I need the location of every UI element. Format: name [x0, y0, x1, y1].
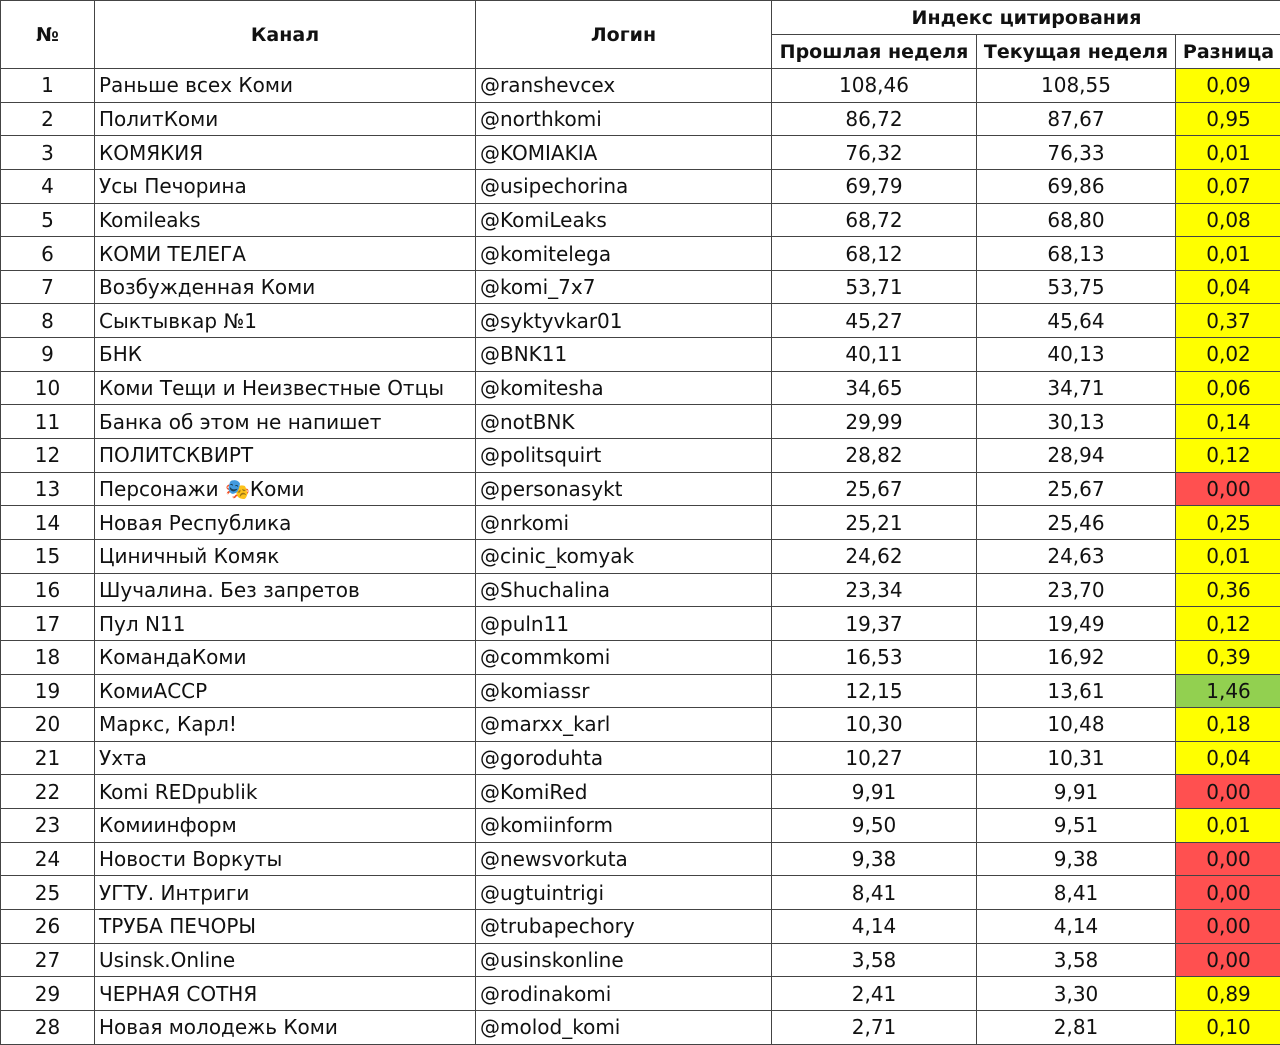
cur-week-value: 68,13 — [977, 237, 1176, 271]
row-number: 27 — [1, 943, 95, 977]
row-number: 29 — [1, 977, 95, 1011]
channel-login: @komitelega — [476, 237, 772, 271]
prev-week-value: 2,71 — [772, 1010, 977, 1044]
table-row — [1, 203, 1280, 237]
channel-name: Usinsk.Online — [95, 943, 476, 977]
prev-week-value: 12,15 — [772, 674, 977, 708]
diff-value: 0,25 — [1176, 506, 1280, 540]
channel-name: КОМИ ТЕЛЕГА — [95, 237, 476, 271]
cur-week-value: 9,51 — [977, 809, 1176, 843]
prev-week-value: 45,27 — [772, 304, 977, 338]
cur-week-value: 19,49 — [977, 607, 1176, 641]
row-number: 19 — [1, 674, 95, 708]
channel-login: @molod_komi — [476, 1010, 772, 1044]
channel-login: @nrkomi — [476, 506, 772, 540]
channel-login: @KomiRed — [476, 775, 772, 809]
diff-value: 0,95 — [1176, 102, 1280, 136]
cur-week-value: 2,81 — [977, 1010, 1176, 1044]
table-row — [1, 607, 1280, 641]
row-number: 18 — [1, 640, 95, 674]
channel-login: @rodinakomi — [476, 977, 772, 1011]
channel-login: @personasykt — [476, 472, 772, 506]
channel-name: Усы Печорина — [95, 169, 476, 203]
cur-week-value: 13,61 — [977, 674, 1176, 708]
cur-week-value: 30,13 — [977, 405, 1176, 439]
header-diff: Разница — [1176, 35, 1280, 69]
channel-login: @usinskonline — [476, 943, 772, 977]
channel-login: @komiinform — [476, 809, 772, 843]
row-number: 10 — [1, 371, 95, 405]
table-row — [1, 304, 1280, 338]
header-index-group: Индекс цитирования — [772, 1, 1280, 35]
prev-week-value: 68,72 — [772, 203, 977, 237]
diff-value: 0,10 — [1176, 1010, 1280, 1044]
row-number: 11 — [1, 405, 95, 439]
cur-week-value: 9,91 — [977, 775, 1176, 809]
channel-name: Ухта — [95, 741, 476, 775]
cur-week-value: 10,48 — [977, 708, 1176, 742]
channel-login: @komi_7x7 — [476, 270, 772, 304]
table-row — [1, 371, 1280, 405]
channel-login: @newsvorkuta — [476, 842, 772, 876]
table-row — [1, 708, 1280, 742]
table-row — [1, 674, 1280, 708]
prev-week-value: 69,79 — [772, 169, 977, 203]
row-number: 20 — [1, 708, 95, 742]
diff-value: 1,46 — [1176, 674, 1280, 708]
prev-week-value: 9,91 — [772, 775, 977, 809]
cur-week-value: 45,64 — [977, 304, 1176, 338]
prev-week-value: 4,14 — [772, 910, 977, 944]
diff-value: 0,37 — [1176, 304, 1280, 338]
diff-value: 0,01 — [1176, 237, 1280, 271]
table-body — [1, 69, 1280, 1045]
channel-login: @politsquirt — [476, 439, 772, 473]
channel-login: @ranshevcex — [476, 69, 772, 103]
header-channel: Канал — [95, 1, 476, 69]
channel-login: @BNK11 — [476, 338, 772, 372]
channel-name: Маркс, Карл! — [95, 708, 476, 742]
channel-name: Комиинформ — [95, 809, 476, 843]
cur-week-value: 87,67 — [977, 102, 1176, 136]
channel-login: @KomiLeaks — [476, 203, 772, 237]
prev-week-value: 34,65 — [772, 371, 977, 405]
cur-week-value: 24,63 — [977, 539, 1176, 573]
prev-week-value: 24,62 — [772, 539, 977, 573]
table-row — [1, 472, 1280, 506]
cur-week-value: 3,58 — [977, 943, 1176, 977]
prev-week-value: 53,71 — [772, 270, 977, 304]
table-row — [1, 237, 1280, 271]
cur-week-value: 3,30 — [977, 977, 1176, 1011]
row-number: 7 — [1, 270, 95, 304]
row-number: 16 — [1, 573, 95, 607]
cur-week-value: 25,46 — [977, 506, 1176, 540]
diff-value: 0,14 — [1176, 405, 1280, 439]
row-number: 23 — [1, 809, 95, 843]
cur-week-value: 25,67 — [977, 472, 1176, 506]
diff-value: 0,01 — [1176, 136, 1280, 170]
channel-name: Новая Республика — [95, 506, 476, 540]
prev-week-value: 25,67 — [772, 472, 977, 506]
cur-week-value: 68,80 — [977, 203, 1176, 237]
table-row — [1, 439, 1280, 473]
channel-name: ЧЕРНАЯ СОТНЯ — [95, 977, 476, 1011]
prev-week-value: 23,34 — [772, 573, 977, 607]
channel-login: @marxx_karl — [476, 708, 772, 742]
prev-week-value: 68,12 — [772, 237, 977, 271]
prev-week-value: 108,46 — [772, 69, 977, 103]
channel-login: @cinic_komyak — [476, 539, 772, 573]
channel-name: Возбужденная Коми — [95, 270, 476, 304]
channel-login: @Shuchalina — [476, 573, 772, 607]
diff-value: 0,01 — [1176, 809, 1280, 843]
cur-week-value: 16,92 — [977, 640, 1176, 674]
prev-week-value: 3,58 — [772, 943, 977, 977]
cur-week-value: 8,41 — [977, 876, 1176, 910]
table-row — [1, 1010, 1280, 1044]
diff-value: 0,89 — [1176, 977, 1280, 1011]
diff-value: 0,04 — [1176, 270, 1280, 304]
row-number: 9 — [1, 338, 95, 372]
channel-login: @komitesha — [476, 371, 772, 405]
channel-name: Новая молодежь Коми — [95, 1010, 476, 1044]
row-number: 4 — [1, 169, 95, 203]
table-row — [1, 573, 1280, 607]
prev-week-value: 16,53 — [772, 640, 977, 674]
channel-name: Персонажи 🎭Коми — [95, 472, 476, 506]
header-prev-week: Прошлая неделя — [772, 35, 977, 69]
table-row — [1, 69, 1280, 103]
channel-name: Коми Тещи и Неизвестные Отцы — [95, 371, 476, 405]
cur-week-value: 9,38 — [977, 842, 1176, 876]
channel-name: УГТУ. Интриги — [95, 876, 476, 910]
cur-week-value: 4,14 — [977, 910, 1176, 944]
row-number: 22 — [1, 775, 95, 809]
cur-week-value: 53,75 — [977, 270, 1176, 304]
diff-value: 0,04 — [1176, 741, 1280, 775]
channel-login: @northkomi — [476, 102, 772, 136]
table-row — [1, 842, 1280, 876]
row-number: 6 — [1, 237, 95, 271]
prev-week-value: 19,37 — [772, 607, 977, 641]
row-number: 12 — [1, 439, 95, 473]
table-row — [1, 506, 1280, 540]
channel-name: Новости Воркуты — [95, 842, 476, 876]
channel-login: @usipechorina — [476, 169, 772, 203]
prev-week-value: 29,99 — [772, 405, 977, 439]
table-row — [1, 102, 1280, 136]
cur-week-value: 23,70 — [977, 573, 1176, 607]
prev-week-value: 9,38 — [772, 842, 977, 876]
prev-week-value: 2,41 — [772, 977, 977, 1011]
cur-week-value: 28,94 — [977, 439, 1176, 473]
table-row — [1, 640, 1280, 674]
diff-value: 0,39 — [1176, 640, 1280, 674]
diff-value: 0,18 — [1176, 708, 1280, 742]
table-row — [1, 169, 1280, 203]
channel-name: БНК — [95, 338, 476, 372]
table-row — [1, 741, 1280, 775]
row-number: 26 — [1, 910, 95, 944]
prev-week-value: 25,21 — [772, 506, 977, 540]
channel-name: Циничный Комяк — [95, 539, 476, 573]
channel-name: Шучалина. Без запретов — [95, 573, 476, 607]
cur-week-value: 108,55 — [977, 69, 1176, 103]
prev-week-value: 10,30 — [772, 708, 977, 742]
channel-name: ПОЛИТСКВИРТ — [95, 439, 476, 473]
row-number: 5 — [1, 203, 95, 237]
channel-login: @ugtuintrigi — [476, 876, 772, 910]
prev-week-value: 40,11 — [772, 338, 977, 372]
row-number: 1 — [1, 69, 95, 103]
table-row — [1, 338, 1280, 372]
channel-name: Раньше всех Коми — [95, 69, 476, 103]
cur-week-value: 34,71 — [977, 371, 1176, 405]
row-number: 14 — [1, 506, 95, 540]
diff-value: 0,00 — [1176, 472, 1280, 506]
row-number: 3 — [1, 136, 95, 170]
prev-week-value: 28,82 — [772, 439, 977, 473]
diff-value: 0,01 — [1176, 539, 1280, 573]
channel-login: @commkomi — [476, 640, 772, 674]
channel-login: @puln11 — [476, 607, 772, 641]
cur-week-value: 76,33 — [977, 136, 1176, 170]
row-number: 17 — [1, 607, 95, 641]
diff-value: 0,06 — [1176, 371, 1280, 405]
row-number: 15 — [1, 539, 95, 573]
channel-login: @trubapechory — [476, 910, 772, 944]
diff-value: 0,08 — [1176, 203, 1280, 237]
diff-value: 0,00 — [1176, 943, 1280, 977]
diff-value: 0,02 — [1176, 338, 1280, 372]
row-number: 24 — [1, 842, 95, 876]
prev-week-value: 10,27 — [772, 741, 977, 775]
table-row — [1, 943, 1280, 977]
channel-name: Пул N11 — [95, 607, 476, 641]
channel-name: Komi REDpublik — [95, 775, 476, 809]
prev-week-value: 76,32 — [772, 136, 977, 170]
header-num: № — [1, 1, 95, 69]
table-row — [1, 809, 1280, 843]
diff-value: 0,36 — [1176, 573, 1280, 607]
channel-login: @KOMIAKIA — [476, 136, 772, 170]
table-row — [1, 775, 1280, 809]
cur-week-value: 10,31 — [977, 741, 1176, 775]
header-cur-week: Текущая неделя — [977, 35, 1176, 69]
diff-value: 0,12 — [1176, 607, 1280, 641]
header-login: Логин — [476, 1, 772, 69]
row-number: 25 — [1, 876, 95, 910]
row-number: 28 — [1, 1010, 95, 1044]
table-row — [1, 876, 1280, 910]
channel-login: @notBNK — [476, 405, 772, 439]
diff-value: 0,07 — [1176, 169, 1280, 203]
prev-week-value: 86,72 — [772, 102, 977, 136]
table-row — [1, 405, 1280, 439]
channel-login: @komiassr — [476, 674, 772, 708]
prev-week-value: 8,41 — [772, 876, 977, 910]
cur-week-value: 40,13 — [977, 338, 1176, 372]
channel-name: КомиАССР — [95, 674, 476, 708]
row-number: 21 — [1, 741, 95, 775]
diff-value: 0,00 — [1176, 876, 1280, 910]
channel-login: @goroduhta — [476, 741, 772, 775]
table-row — [1, 136, 1280, 170]
channel-name: ТРУБА ПЕЧОРЫ — [95, 910, 476, 944]
diff-value: 0,00 — [1176, 842, 1280, 876]
diff-value: 0,00 — [1176, 775, 1280, 809]
row-number: 13 — [1, 472, 95, 506]
diff-value: 0,09 — [1176, 69, 1280, 103]
table-row — [1, 270, 1280, 304]
channel-name: Банка об этом не напишет — [95, 405, 476, 439]
channel-login: @syktyvkar01 — [476, 304, 772, 338]
diff-value: 0,12 — [1176, 439, 1280, 473]
channel-name: ПолитКоми — [95, 102, 476, 136]
table-row — [1, 977, 1280, 1011]
table-row — [1, 539, 1280, 573]
channel-name: Сыктывкар №1 — [95, 304, 476, 338]
channel-name: КомандаКоми — [95, 640, 476, 674]
prev-week-value: 9,50 — [772, 809, 977, 843]
channel-name: Komileaks — [95, 203, 476, 237]
channel-name: КОМЯКИЯ — [95, 136, 476, 170]
row-number: 2 — [1, 102, 95, 136]
row-number: 8 — [1, 304, 95, 338]
cur-week-value: 69,86 — [977, 169, 1176, 203]
diff-value: 0,00 — [1176, 910, 1280, 944]
table-row — [1, 910, 1280, 944]
